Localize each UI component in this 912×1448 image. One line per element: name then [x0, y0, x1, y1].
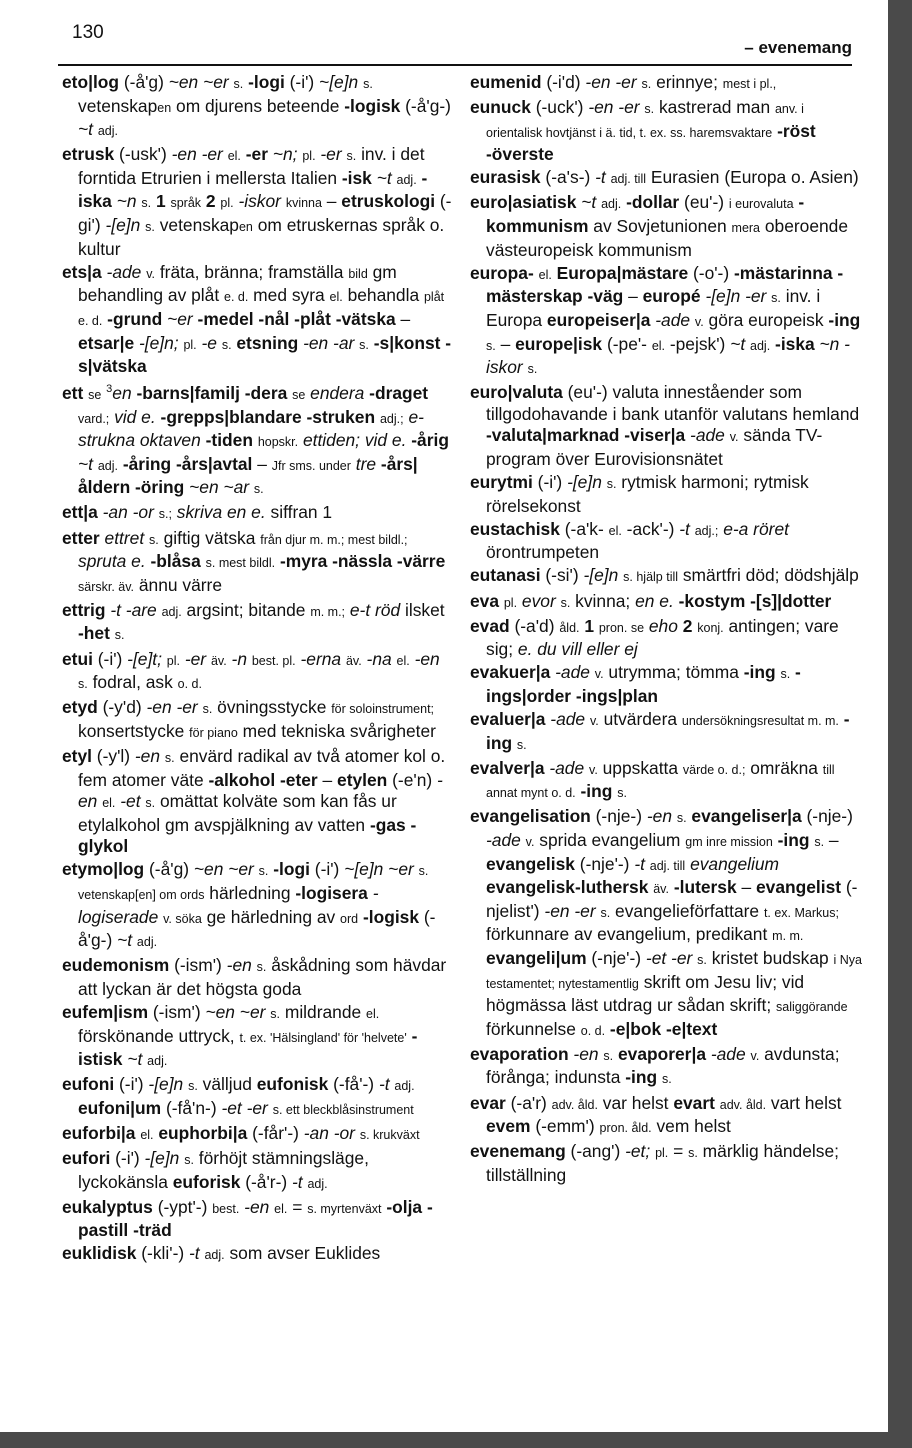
dictionary-entry: evar (-a'r) adv. åld. var helst evart adv. åld. vart helst evem (-emm') pron. åld. vem helst — [470, 1092, 842, 1137]
dictionary-entry: eufoni (-i') -[e]n s. välljud eufonisk (-få'-) -t adj. eufoni|um (-få'n-) -et -er s. ett bleckblåsinstrument — [62, 1074, 415, 1118]
dictionary-entry: evaporation -en s. evaporer|a -ade v. avdunsta; förånga; indunsta -ing s. — [470, 1043, 840, 1088]
dictionary-entry: etrusk (-usk') -en -er el. -er ~n; pl. -er s. inv. i det forntida Etrurien i mellersta Italien -isk ~t adj. -iska ~n s. 1 språk 2 pl. -iskor kvinna – etruskologi (-gi') -[e]n s. vetenskapen om etruskernas språk o. kultur — [62, 144, 452, 259]
dictionary-entry: euro|valuta (eu'-) valuta inneståender som tillgodohavande i bank utanför valutans hemland -valuta|marknad -viser|a -ade v. sända TV-program över Eurovisionsnätet — [470, 382, 860, 469]
dictionary-entry: euklidisk (-kli'-) -t adj. som avser Euklides — [62, 1243, 381, 1264]
left-column — [62, 72, 454, 1268]
dictionary-entry: ets|a -ade v. fräta, bränna; framställa bild gm behandling av plåt e. d. med syra el. behandla plåt e. d. -grund ~er -medel -nål -plåt -vätska – etsar|e -[e]n; pl. -e s. etsning -en -ar s. -s|konst -s|vätska — [62, 261, 452, 377]
dictionary-entry: eurytmi (-i') -[e]n s. rytmisk harmoni; rytmisk rörelsekonst — [470, 472, 809, 516]
dictionary-entry: evenemang (-ang') -et; pl. = s. märklig händelse; tillställning — [470, 1141, 839, 1185]
dictionary-entry: eufori (-i') -[e]n s. förhöjt stämningsläge, lyckokänsla euforisk (-å'r-) -t adj. — [62, 1148, 369, 1192]
right-column — [470, 72, 862, 1188]
dictionary-entry: evaluer|a -ade v. utvärdera undersökningsresultat m. m. -ing s. — [470, 709, 850, 753]
dictionary-entry: eto|log (-å'g) ~en ~er s. -logi (-i') ~[e]n s. vetenskapen om djurens beteende -logisk (-å'g-) ~t adj. — [62, 72, 451, 140]
dictionary-entry: euro|asiatisk ~t adj. -dollar (eu'-) i eurovaluta -kommunism av Sovjetunionen mera oberoende västeuropeisk kommunism — [470, 192, 849, 260]
dictionary-entry: eva pl. evor s. kvinna; en e. -kostym -[s]|dotter — [470, 590, 832, 611]
guide-word: – evenemang — [744, 38, 852, 57]
dictionary-entry: etyl (-y'l) -en s. envärd radikal av två atomer kol o. fem atomer väte -alkohol -eter – etylen (-e'n) -en el. -et s. omättat kolväte som kan fås ur etylalkohol gm avspjälkning av vatten -gas -glykol — [62, 745, 446, 857]
dictionary-entry: eurasisk (-a's-) -t adj. till Eurasien (Europa o. Asien) — [470, 167, 859, 188]
header-rule — [58, 64, 852, 66]
dictionary-entry: eufem|ism (-ism') ~en ~er s. mildrande el. förskönande uttryck, t. ex. 'Hälsingland' för 'helvete' -istisk ~t adj. — [62, 1001, 418, 1070]
dictionary-entry: eumenid (-i'd) -en -er s. erinnye; mest i pl., — [470, 72, 777, 92]
dictionary-entry: eudemonism (-ism') -en s. åskådning som hävdar att lyckan är det högsta goda — [62, 955, 447, 999]
dictionary-entry: evangelisation (-nje-) -en s. evangeliser|a (-nje-) -ade v. sprida evangelium gm inre mission -ing s. – evangelisk (-nje'-) -t adj. till evangelium evangelisk-luthersk äv. -lutersk – evangelist (-njelist') -en -er s. evangelieförfattare t. ex. Markus; förkunnare av evangelium, predikant m. m. evangeli|um (-nje'-) -et -er s. kristet budskap i Nya testamentet; nytestamentlig skrift om Jesu liv; vid högmässa läst utdrag ur sådan skrift; saliggörande förkunnelse o. d. -e|bok -e|text — [470, 806, 863, 1039]
page-number: 130 — [72, 22, 104, 43]
dictionary-entry: ett se $^3$en -barns|familj -dera se endera -draget vard.; vid e. -grepps|blandare -struken adj.; e-strukna oktaven -tiden hopskr. ettiden; vid e. -årig ~t adj. -åring -års|avtal – Jfr sms. under tre -års|åldern -öring ~en ~ar s. — [62, 383, 449, 498]
dictionary-entry: eunuck (-uck') -en -er s. kastrerad man anv. i orientalisk hovtjänst i ä. tid, t. ex. ss. haremsvaktare -röst -överste — [470, 97, 816, 165]
dictionary-entry: evakuer|a -ade v. utrymma; tömma -ing s. -ings|order -ings|plan — [470, 662, 801, 706]
dictionary-entry: ettrig -t -are adj. argsint; bitande m. m.; e-t röd ilsket -het s. — [62, 599, 445, 644]
dictionary-entry: ett|a -an -or s.; skriva en e. siffran 1 — [62, 502, 333, 523]
dictionary-entry: etter ettret s. giftig vätska från djur m. m.; mest bildl.; spruta e. -blåsa s. mest bildl. -myra -nässla -värre särskr. äv. ännu värre — [62, 527, 446, 595]
dictionary-entry: eukalyptus (-ypt'-) best. -en el. = s. myrtenväxt -olja -pastill -träd — [62, 1196, 433, 1241]
dictionary-entry: eustachisk (-a'k- el. -ack'-) -t adj.; e-a röret örontrumpeten — [470, 518, 789, 563]
dictionary-entry: evalver|a -ade v. uppskatta värde o. d.; omräkna till annat mynt o. d. -ing s. — [470, 757, 835, 802]
dictionary-entry: evad (-a'd) åld. 1 pron. se eho 2 konj. antingen; vare sig; e. du vill eller ej — [470, 615, 839, 660]
dictionary-entry: euforbi|a el. euphorbi|a (-får'-) -an -or s. krukväxt — [62, 1122, 420, 1143]
dictionary-entry: eutanasi (-si') -[e]n s. hjälp till smärtfri död; dödshjälp — [470, 565, 859, 586]
dictionary-entry: europa- el. Europa|mästare (-o'-) -mästarinna -mästerskap -väg – europé -[e]n -er s. inv. i Europa europeiser|a -ade v. göra europeisk -ing s. – europe|isk (-pe'- el. -pejsk') ~t adj. -iska ~n -iskor s. — [470, 262, 861, 378]
dictionary-entry: etyd (-y'd) -en -er s. övningsstycke för soloinstrument; konsertstycke för piano med tekniska svårigheter — [62, 697, 436, 741]
dictionary-entry: etymo|log (-å'g) ~en ~er s. -logi (-i') ~[e]n ~er s. vetenskap[en] om ords härledning -logisera -logiserade v. söka ge härledning av ord -logisk (-å'g-) ~t adj. — [62, 859, 436, 951]
dictionary-entry: etui (-i') -[e]t; pl. -er äv. -n best. pl. -erna äv. -na el. -en s. fodral, ask o. d. — [62, 648, 440, 693]
